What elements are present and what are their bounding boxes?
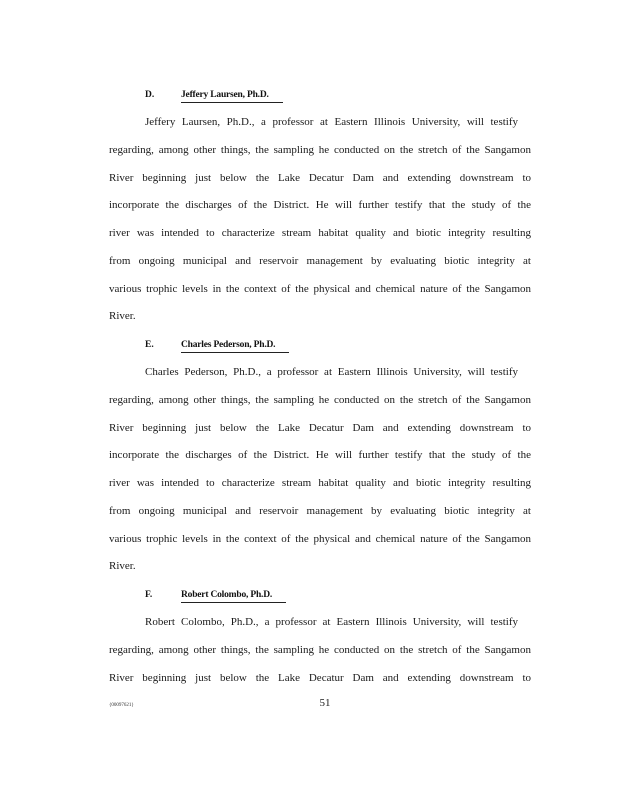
paragraph-line: regarding, among other things, the sampling he conducted on the stretch of the Sangamon bbox=[109, 144, 531, 156]
section-letter: D. bbox=[145, 90, 155, 100]
document-id: {00097621} bbox=[109, 703, 134, 708]
paragraph-line: River. bbox=[109, 560, 136, 572]
paragraph-line: River beginning just below the Lake Decatur Dam and extending downstream to bbox=[109, 422, 531, 434]
paragraph-line: regarding, among other things, the sampling he conducted on the stretch of the Sangamon bbox=[109, 644, 531, 656]
paragraph-line: various trophic levels in the context of the physical and chemical nature of the Sangamon bbox=[109, 533, 531, 545]
section-heading-d bbox=[145, 88, 283, 102]
paragraph-line: River beginning just below the Lake Decatur Dam and extending downstream to bbox=[109, 672, 531, 684]
page-number: 51 bbox=[319, 697, 331, 709]
paragraph-line: incorporate the discharges of the District. He will further testify that the study of the bbox=[109, 449, 531, 461]
paragraph-line: Robert Colombo, Ph.D., a professor at Eastern Illinois University, will testify bbox=[145, 616, 518, 628]
paragraph-line: River beginning just below the Lake Decatur Dam and extending downstream to bbox=[109, 172, 531, 184]
paragraph-line: Charles Pederson, Ph.D., a professor at Eastern Illinois University, will testify bbox=[145, 366, 518, 378]
section-letter: F. bbox=[145, 590, 153, 600]
witness-name: Charles Pederson, Ph.D. bbox=[181, 338, 289, 353]
paragraph-line: from ongoing municipal and reservoir management by evaluating biotic integrity at bbox=[109, 505, 531, 517]
paragraph-line: river was intended to characterize stream habitat quality and biotic integrity resulting bbox=[109, 227, 531, 239]
witness-name: Robert Colombo, Ph.D. bbox=[181, 588, 286, 603]
paragraph-line: from ongoing municipal and reservoir management by evaluating biotic integrity at bbox=[109, 255, 531, 267]
paragraph-line: incorporate the discharges of the District. He will further testify that the study of the bbox=[109, 199, 531, 211]
section-letter: E. bbox=[145, 340, 154, 350]
paragraph-line: river was intended to characterize stream habitat quality and biotic integrity resulting bbox=[109, 477, 531, 489]
paragraph-line: River. bbox=[109, 310, 136, 322]
paragraph-line: regarding, among other things, the sampling he conducted on the stretch of the Sangamon bbox=[109, 394, 531, 406]
section-heading-f bbox=[145, 588, 286, 602]
section-heading-e bbox=[145, 338, 289, 352]
witness-name: Jeffery Laursen, Ph.D. bbox=[181, 88, 283, 103]
paragraph-line: Jeffery Laursen, Ph.D., a professor at Eastern Illinois University, will testify bbox=[145, 116, 518, 128]
paragraph-line: various trophic levels in the context of the physical and chemical nature of the Sangamon bbox=[109, 283, 531, 295]
